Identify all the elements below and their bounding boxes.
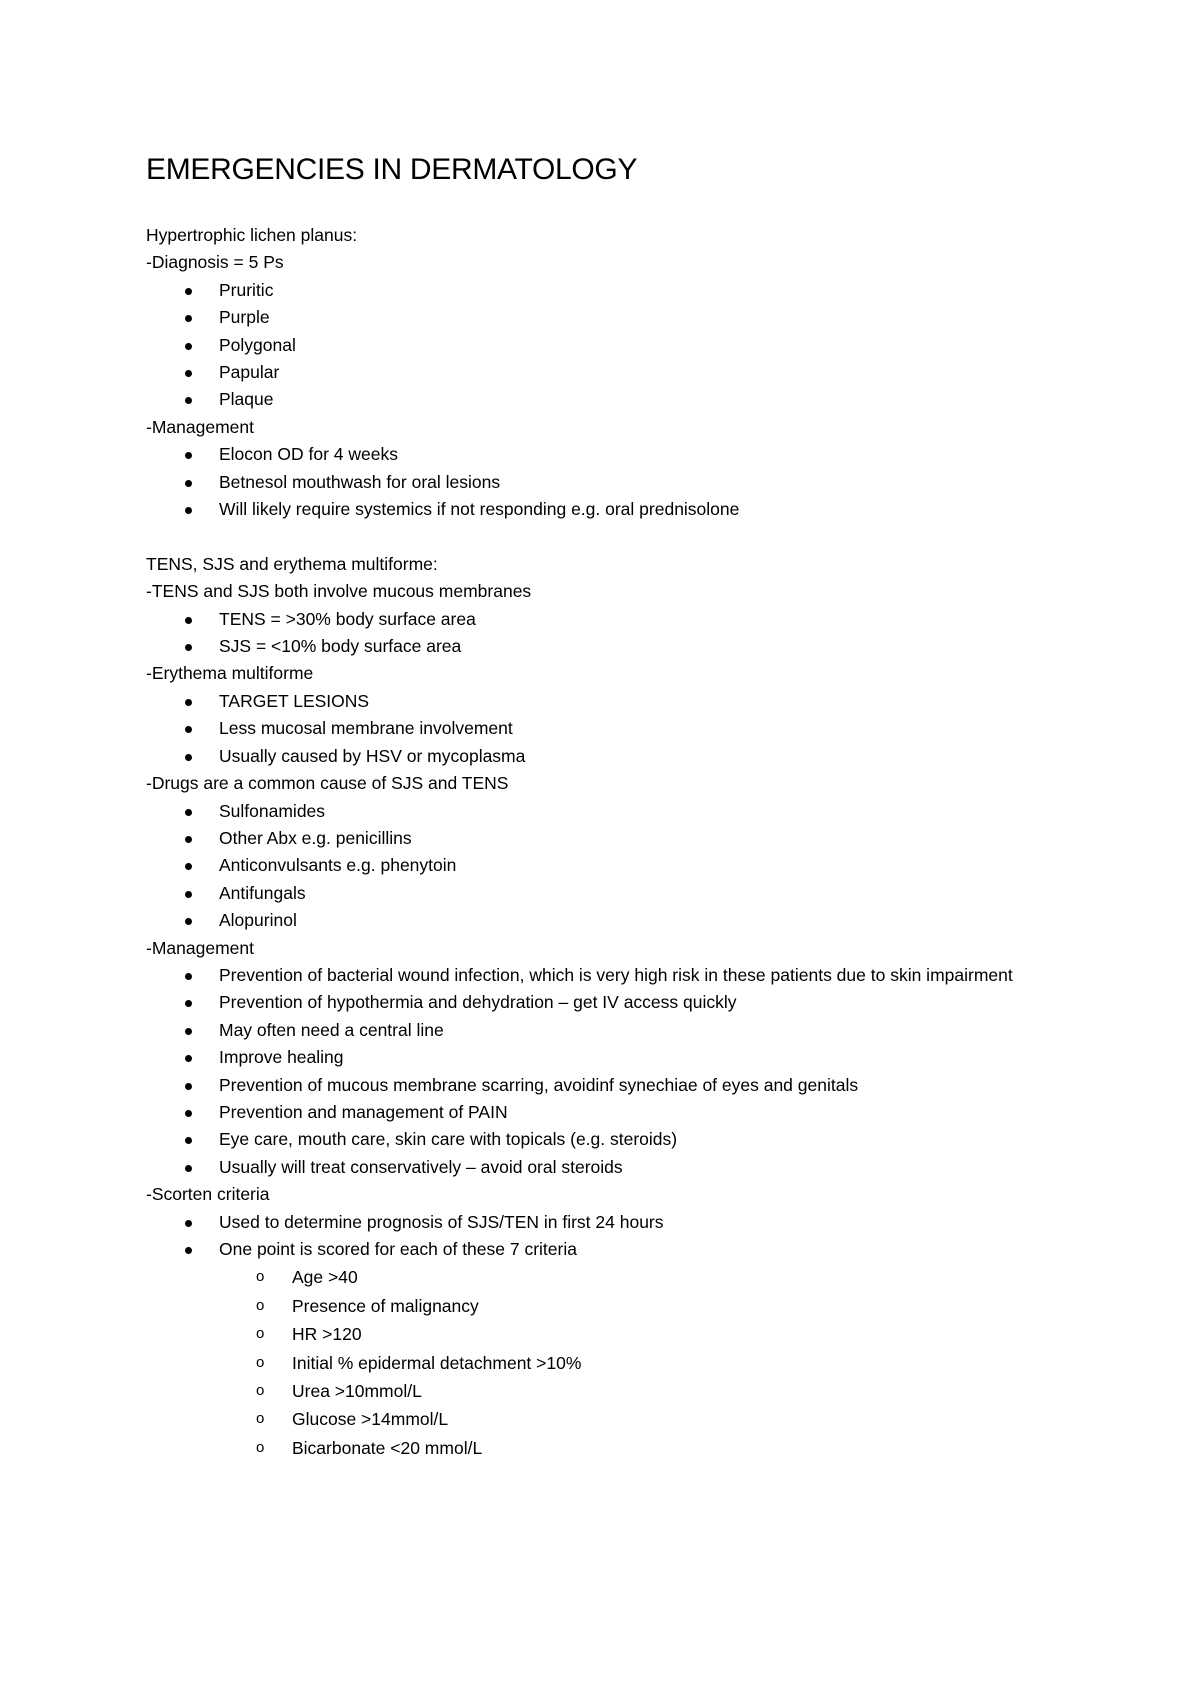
section-tens-sjs xyxy=(146,551,1086,1462)
bullet-icon xyxy=(185,288,192,295)
list-item: Prevention of bacterial wound infection, which is very high risk in these patients due to skin impairment xyxy=(146,962,1086,989)
group-label: -Erythema multiforme xyxy=(146,663,314,684)
section-heading: Hypertrophic lichen planus: xyxy=(146,225,358,245)
bullet-list xyxy=(146,606,1086,661)
bullet-icon xyxy=(185,918,192,925)
sub-list-item: o Presence of malignancy xyxy=(146,1292,1086,1320)
list-item: Usually will treat conservatively – avoid oral steroids xyxy=(146,1154,1086,1181)
circle-bullet-icon: o xyxy=(256,1268,265,1286)
group-label: -Management xyxy=(146,416,254,437)
bullet-icon xyxy=(185,891,192,898)
sub-bullet-list xyxy=(146,1263,1086,1462)
bullet-icon xyxy=(185,1110,192,1117)
circle-bullet-icon: o xyxy=(256,1296,265,1314)
list-item: One point is scored for each of these 7 criteria xyxy=(146,1236,1086,1263)
bullet-list xyxy=(146,688,1086,770)
bullet-list xyxy=(146,1209,1086,1264)
list-item: Improve healing xyxy=(146,1044,1086,1071)
bullet-icon xyxy=(185,1028,192,1035)
list-item: Eye care, mouth care, skin care with topicals (e.g. steroids) xyxy=(146,1126,1086,1153)
bullet-list xyxy=(146,962,1086,1181)
bullet-icon xyxy=(185,863,192,870)
bullet-icon xyxy=(185,754,192,761)
list-item: TENS = >30% body surface area xyxy=(146,606,1086,633)
list-item: Sulfonamides xyxy=(146,798,1086,825)
bullet-icon xyxy=(185,973,192,980)
bullet-icon xyxy=(185,1220,192,1227)
list-item: Anticonvulsants e.g. phenytoin xyxy=(146,852,1086,879)
list-item: Less mucosal membrane involvement xyxy=(146,715,1086,742)
sub-list-item: o Urea >10mmol/L xyxy=(146,1377,1086,1405)
section-heading: TENS, SJS and erythema multiforme: xyxy=(146,553,438,574)
list-item: Purple xyxy=(146,304,1086,331)
bullet-icon xyxy=(185,315,192,322)
document-page xyxy=(146,148,1086,1462)
list-item: Plaque xyxy=(146,386,1086,413)
list-item: Used to determine prognosis of SJS/TEN in first 24 hours xyxy=(146,1209,1086,1236)
list-item: Polygonal xyxy=(146,332,1086,359)
list-item: Prevention and management of PAIN xyxy=(146,1099,1086,1126)
group-label: -Management xyxy=(146,937,254,958)
bullet-icon xyxy=(185,370,192,377)
circle-bullet-icon: o xyxy=(256,1353,265,1371)
list-item: May often need a central line xyxy=(146,1017,1086,1044)
list-item: Elocon OD for 4 weeks xyxy=(146,441,1086,468)
list-item: Prevention of hypothermia and dehydration – get IV access quickly xyxy=(146,989,1086,1016)
bullet-list xyxy=(146,441,1086,523)
list-item: SJS = <10% body surface area xyxy=(146,633,1086,660)
list-item: Will likely require systemics if not responding e.g. oral prednisolone xyxy=(146,496,1086,523)
bullet-icon xyxy=(185,1000,192,1007)
bullet-icon xyxy=(185,1247,192,1254)
document-title: EMERGENCIES IN DERMATOLOGY xyxy=(146,153,638,186)
bullet-icon xyxy=(185,507,192,514)
circle-bullet-icon: o xyxy=(256,1410,265,1428)
bullet-icon xyxy=(185,809,192,816)
bullet-list xyxy=(146,277,1086,414)
group-label: -Scorten criteria xyxy=(146,1184,270,1205)
list-item: Alopurinol xyxy=(146,907,1086,934)
bullet-icon xyxy=(185,480,192,487)
bullet-icon xyxy=(185,699,192,706)
sub-list-item: o Bicarbonate <20 mmol/L xyxy=(146,1434,1086,1462)
section-lichen-planus xyxy=(146,222,1086,523)
group-label: -TENS and SJS both involve mucous membranes xyxy=(146,581,532,602)
bullet-icon xyxy=(185,1165,192,1172)
bullet-icon xyxy=(185,343,192,350)
bullet-icon xyxy=(185,617,192,624)
list-item: Prevention of mucous membrane scarring, avoidinf synechiae of eyes and genitals xyxy=(146,1072,1086,1099)
list-item: Usually caused by HSV or mycoplasma xyxy=(146,743,1086,770)
group-label: -Drugs are a common cause of SJS and TENS xyxy=(146,773,509,794)
bullet-list xyxy=(146,798,1086,935)
list-item: Papular xyxy=(146,359,1086,386)
bullet-icon xyxy=(185,1055,192,1062)
list-item: Betnesol mouthwash for oral lesions xyxy=(146,469,1086,496)
bullet-icon xyxy=(185,726,192,733)
circle-bullet-icon: o xyxy=(256,1438,265,1456)
sub-list-item: o Initial % epidermal detachment >10% xyxy=(146,1349,1086,1377)
list-item: TARGET LESIONS xyxy=(146,688,1086,715)
list-item: Other Abx e.g. penicillins xyxy=(146,825,1086,852)
bullet-icon xyxy=(185,644,192,651)
sub-list-item: o Glucose >14mmol/L xyxy=(146,1405,1086,1433)
circle-bullet-icon: o xyxy=(256,1325,265,1343)
bullet-icon xyxy=(185,836,192,843)
sub-list-item: o HR >120 xyxy=(146,1320,1086,1348)
list-item: Antifungals xyxy=(146,880,1086,907)
list-item: Pruritic xyxy=(146,277,1086,304)
bullet-icon xyxy=(185,1083,192,1090)
group-label: -Diagnosis = 5 Ps xyxy=(146,252,284,273)
sub-list-item: o Age >40 xyxy=(146,1263,1086,1291)
bullet-icon xyxy=(185,452,192,459)
bullet-icon xyxy=(185,397,192,404)
circle-bullet-icon: o xyxy=(256,1382,265,1400)
bullet-icon xyxy=(185,1137,192,1144)
